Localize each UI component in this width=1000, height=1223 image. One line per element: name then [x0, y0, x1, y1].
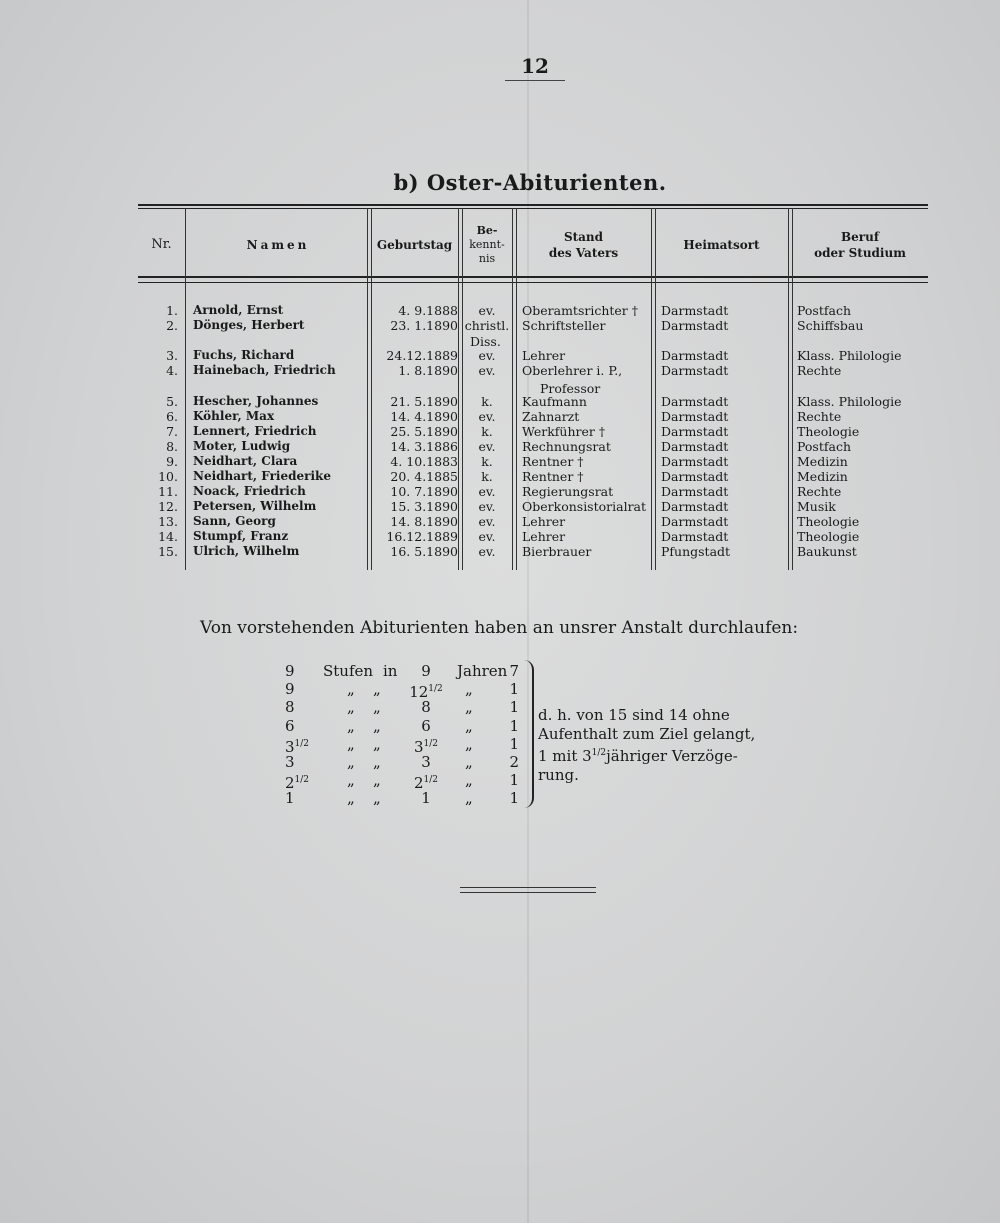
cell-nr: 15. — [158, 544, 178, 559]
cell-date: 14. 8.1890 — [390, 514, 458, 529]
student-count: 1 — [509, 716, 519, 735]
table-row — [0, 348, 1000, 363]
ditto-mark: „ — [465, 771, 473, 790]
cell-home: Darmstadt — [661, 454, 729, 469]
stufen-count: $3^{1/2}$ — [285, 737, 310, 756]
cell-date: 20. 4.1885 — [390, 469, 458, 484]
cell-nr: 6. — [166, 409, 178, 424]
table-row — [0, 529, 1000, 544]
jahre-count: 9 — [421, 662, 431, 680]
note-line-1: d. h. von 15 sind 14 ohne — [538, 706, 730, 724]
cell-date: 25. 5.1890 — [390, 424, 458, 439]
cell-name: Noack, Friedrich — [193, 484, 306, 498]
cell-date: 21. 5.1890 — [390, 394, 458, 409]
cell-nr: 9. — [166, 454, 178, 469]
cell-name: Petersen, Wilhelm — [193, 499, 317, 513]
ditto-mark: „ — [373, 771, 381, 790]
cell-nr: 8. — [166, 439, 178, 454]
cell-nr: 10. — [158, 469, 178, 484]
cell-stand: Oberamtsrichter † — [522, 303, 639, 318]
cell-stand: Regierungsrat — [522, 484, 614, 499]
page-number: 12 — [505, 54, 565, 81]
ditto-mark: „ — [373, 698, 381, 717]
cell-conf: ev. — [478, 499, 496, 514]
ditto-mark: „ — [347, 753, 355, 771]
stufen-row — [285, 753, 525, 771]
cell-date: 1. 8.1890 — [398, 363, 458, 378]
cell-conf: ev. — [478, 409, 496, 424]
header-stand: Stand des Vaters — [548, 230, 619, 260]
cell-date: 14. 3.1886 — [390, 439, 458, 454]
table-row — [0, 499, 1000, 514]
cell-beruf: Klass. Philologie — [797, 348, 902, 363]
cell-name: Fuchs, Richard — [193, 348, 295, 362]
ditto-mark: „ — [465, 789, 473, 808]
continuation-confession: Diss. — [470, 334, 501, 349]
stufen-count: $2^{1/2}$ — [285, 774, 310, 793]
table-row — [0, 484, 1000, 499]
cell-nr: 4. — [166, 363, 178, 378]
cell-stand: Bierbrauer — [522, 544, 592, 559]
cell-conf: k. — [481, 454, 493, 469]
cell-stand: Schriftsteller — [522, 318, 606, 333]
cell-date: 4. 9.1888 — [398, 303, 458, 318]
table-row — [0, 363, 1000, 378]
stufen-row — [285, 734, 525, 756]
cell-name: Neidhart, Clara — [193, 454, 298, 468]
cell-nr: 12. — [158, 499, 178, 514]
summary-note — [538, 706, 788, 785]
cell-conf: christl. — [464, 318, 510, 333]
cell-conf: ev. — [478, 363, 496, 378]
cell-stand: Rentner † — [522, 454, 584, 469]
header-namen: Namen — [246, 238, 310, 252]
stufen-count: 3 — [285, 753, 295, 771]
table-row — [0, 469, 1000, 484]
cell-stand: Werkführer † — [522, 424, 606, 439]
cell-name: Neidhart, Friederike — [193, 469, 331, 483]
ditto-mark: „ — [373, 716, 381, 735]
cell-home: Darmstadt — [661, 394, 729, 409]
cell-beruf: Medizin — [797, 454, 848, 469]
note-line-4: rung. — [538, 766, 579, 784]
cell-beruf: Rechte — [797, 409, 842, 424]
ditto-mark: „ — [347, 698, 355, 717]
header-nr: Nr. — [151, 237, 172, 252]
header-geburtstag: Geburtstag — [376, 238, 453, 252]
summary-intro: Von vorstehenden Abiturienten haben an unsrer Anstalt durchlaufen: — [200, 618, 799, 638]
cell-nr: 7. — [166, 424, 178, 439]
cell-stand: Lehrer — [522, 514, 566, 529]
cell-date: 16.12.1889 — [386, 529, 458, 544]
ditto-mark: „ — [465, 716, 473, 735]
jahre-count: 3 — [421, 753, 431, 771]
stufen-row — [285, 698, 525, 716]
cell-name: Hescher, Johannes — [193, 394, 319, 408]
cell-home: Darmstadt — [661, 303, 729, 318]
cell-nr: 3. — [166, 348, 178, 363]
cell-home: Darmstadt — [661, 484, 729, 499]
cell-home: Darmstadt — [661, 363, 729, 378]
stufen-row — [285, 662, 525, 680]
cell-name: Köhler, Max — [193, 409, 275, 423]
cell-name: Stumpf, Franz — [193, 529, 289, 543]
cell-conf: ev. — [478, 514, 496, 529]
fraction-half: 1/2 — [423, 738, 439, 749]
ditto-mark: „ — [373, 789, 381, 808]
cell-stand: Lehrer — [522, 529, 566, 544]
stufen-row — [285, 771, 525, 793]
cell-nr: 2. — [166, 318, 178, 333]
student-count: 7 — [509, 662, 519, 680]
ditto-mark: „ — [347, 680, 355, 699]
fraction-half: 1/2 — [428, 684, 443, 695]
cell-beruf: Rechte — [797, 363, 842, 378]
fraction-half: 1/2 — [294, 738, 310, 749]
cell-home: Darmstadt — [661, 439, 729, 454]
cell-beruf: Schiffsbau — [797, 318, 864, 333]
cell-beruf: Klass. Philologie — [797, 394, 902, 409]
cell-beruf: Postfach — [797, 439, 851, 454]
cell-home: Darmstadt — [661, 424, 729, 439]
cell-conf: ev. — [478, 544, 496, 559]
cell-date: 10. 7.1890 — [390, 484, 458, 499]
cell-name: Dönges, Herbert — [193, 318, 305, 332]
jahre-count: 6 — [421, 716, 431, 735]
cell-stand: Zahnarzt — [522, 409, 580, 424]
cell-beruf: Postfach — [797, 303, 851, 318]
cell-beruf: Medizin — [797, 469, 848, 484]
cell-date: 16. 5.1890 — [390, 544, 458, 559]
cell-nr: 1. — [166, 303, 178, 318]
cell-date: 4. 10.1883 — [390, 454, 458, 469]
ditto-mark: „ — [373, 734, 381, 753]
cell-home: Darmstadt — [661, 409, 729, 424]
cell-name: Arnold, Ernst — [193, 303, 284, 317]
cell-beruf: Theologie — [797, 529, 860, 544]
stufen-row — [285, 680, 525, 702]
header-beruf: Beruf oder Studium — [814, 230, 906, 260]
cell-conf: ev. — [478, 484, 496, 499]
cell-home: Darmstadt — [661, 529, 729, 544]
cell-name: Hainebach, Friedrich — [193, 363, 336, 377]
cell-nr: 5. — [166, 394, 178, 409]
cell-name: Moter, Ludwig — [193, 439, 291, 453]
ditto-mark: „ — [465, 698, 473, 717]
student-count: 1 — [509, 771, 519, 790]
jahren-label: Jahren — [457, 662, 508, 680]
header-heimatsort: Heimatsort — [683, 238, 760, 252]
ditto-mark: „ — [465, 734, 473, 753]
end-rule — [460, 887, 596, 893]
stufen-count: 6 — [285, 716, 295, 735]
jahre-count: $12^{1/2}$ — [409, 683, 443, 702]
cell-beruf: Musik — [797, 499, 836, 514]
stufen-row — [285, 717, 525, 735]
cell-home: Darmstadt — [661, 318, 729, 333]
cell-stand: Lehrer — [522, 348, 566, 363]
fraction-half: 1/2 — [423, 775, 439, 786]
table-header-rule-2 — [138, 282, 928, 283]
jahre-count: $3^{1/2}$ — [413, 737, 439, 756]
cell-beruf: Rechte — [797, 484, 842, 499]
note-half: 1/2 — [591, 748, 607, 758]
cell-stand: Rechnungsrat — [522, 439, 611, 454]
cell-name: Lennert, Friedrich — [193, 424, 317, 438]
cell-nr: 11. — [158, 484, 178, 499]
ditto-mark: „ — [347, 771, 355, 790]
stufen-row — [285, 789, 525, 807]
stufen-count: 8 — [285, 698, 295, 717]
table-row — [0, 454, 1000, 469]
table-top-rule — [138, 204, 928, 206]
table-row — [0, 514, 1000, 529]
ditto-mark: „ — [373, 753, 381, 771]
note-line-2: Aufenthalt zum Ziel gelangt, — [538, 725, 756, 743]
ditto-mark: „ — [465, 753, 473, 771]
ditto-mark: „ — [373, 680, 381, 699]
cell-stand: Kaufmann — [522, 394, 587, 409]
table-row — [0, 409, 1000, 424]
cell-stand: Oberkonsistorialrat — [522, 499, 647, 514]
header-bekenntnis: Be- kennt- nis — [469, 224, 505, 265]
ditto-mark: „ — [465, 680, 473, 699]
cell-date: 24.12.1889 — [386, 348, 458, 363]
fraction-half: 1/2 — [294, 775, 310, 786]
cell-name: Ulrich, Wilhelm — [193, 544, 300, 558]
stufen-label: Stufen — [323, 662, 374, 680]
student-count: 1 — [509, 698, 519, 717]
continuation-stand: Professor — [540, 381, 601, 396]
cell-beruf: Theologie — [797, 424, 860, 439]
table-top-rule-2 — [138, 208, 928, 209]
cell-nr: 14. — [158, 529, 178, 544]
jahre-count: 1 — [421, 789, 431, 808]
table-row — [0, 318, 1000, 333]
table-row — [0, 544, 1000, 559]
cell-home: Pfungstadt — [661, 544, 731, 559]
cell-conf: ev. — [478, 348, 496, 363]
stufen-count: 1 — [285, 789, 295, 808]
cell-conf: ev. — [478, 439, 496, 454]
table-row — [0, 424, 1000, 439]
jahre-count: 8 — [421, 698, 431, 717]
note-line-3: 1 mit $3^{1/2}jähriger$ Verzöge- — [538, 747, 738, 765]
cell-home: Darmstadt — [661, 469, 729, 484]
cell-beruf: Baukunst — [797, 544, 857, 559]
cell-home: Darmstadt — [661, 499, 729, 514]
cell-date: 15. 3.1890 — [390, 499, 458, 514]
cell-conf: k. — [481, 469, 493, 484]
student-count: 1 — [509, 734, 519, 753]
cell-name: Sann, Georg — [193, 514, 276, 528]
summary-brace — [522, 660, 534, 808]
table-row — [0, 439, 1000, 454]
student-count: 2 — [509, 753, 519, 771]
cell-stand: Rentner † — [522, 469, 584, 484]
cell-conf: k. — [481, 424, 493, 439]
cell-date: 14. 4.1890 — [390, 409, 458, 424]
cell-conf: ev. — [478, 303, 496, 318]
cell-stand: Oberlehrer i. P., — [522, 363, 623, 378]
stufen-count: 9 — [285, 680, 295, 699]
cell-beruf: Theologie — [797, 514, 860, 529]
student-count: 1 — [509, 680, 519, 699]
stufen-count: 9 — [285, 662, 295, 680]
ditto-mark: „ — [347, 716, 355, 735]
student-count: 1 — [509, 789, 519, 808]
table-row — [0, 303, 1000, 318]
cell-date: 23. 1.1890 — [390, 318, 458, 333]
section-title: b) Oster-Abiturienten. — [393, 170, 667, 195]
jahre-count: $2^{1/2}$ — [413, 774, 439, 793]
cell-home: Darmstadt — [661, 348, 729, 363]
table-row — [0, 394, 1000, 409]
cell-conf: k. — [481, 394, 493, 409]
cell-conf: ev. — [478, 529, 496, 544]
cell-home: Darmstadt — [661, 514, 729, 529]
table-header-rule — [138, 276, 928, 278]
ditto-mark: „ — [347, 789, 355, 808]
ditto-mark: „ — [347, 734, 355, 753]
in-label: in — [383, 662, 398, 680]
cell-nr: 13. — [158, 514, 178, 529]
